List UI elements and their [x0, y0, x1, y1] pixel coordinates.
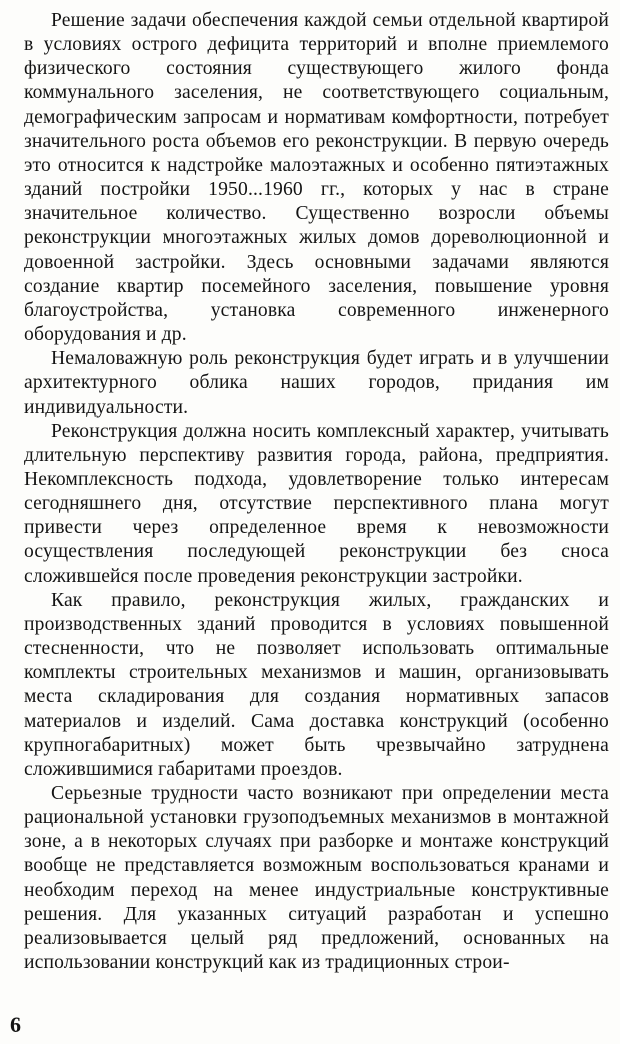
- page-number: 6: [10, 1012, 21, 1037]
- paragraph: Реконструкция должна носить комплексный характер, учитывать длительную перспективу развития города, района, предприятия. Некомплексность подхода, удовлетворение только интересам сегодняшнего дня, отсутствие перспективного плана могут привести через определенное время к невозможности осуществления последующей реконструкции без сноса сложившейся после проведения реконструкции застройки.: [24, 420, 609, 587]
- body-text: [24, 9, 609, 975]
- paragraph: Как правило, реконструкция жилых, гражданских и производственных зданий проводится в условиях повышенной стесненности, что не позволяет использовать оптимальные комплекты строительных механизмов и машин, организовывать места складирования для создания нормативных запасов материалов и изделий. Сама доставка конструкций (особенно крупногабаритных) может быть чрезвычайно затруднена сложившимися габаритами проездов.: [24, 589, 609, 780]
- paragraph: Серьезные трудности часто возникают при определении места рациональной установки грузоподъемных механизмов в монтажной зоне, а в некоторых случаях при разборке и монтаже конструкций вообще не представляется возможным воспользоваться кранами и необходим переход на менее индустриальные конструктивные решения. Для указанных ситуаций разработан и успешно реализовывается целый ряд предложений, основанных на использовании конструкций как из традиционных строи-: [24, 783, 609, 974]
- paragraph: Немаловажную роль реконструкция будет играть и в улучшении архитектурного облика наших городов, придания им индивидуальности.: [24, 348, 609, 418]
- paragraph: Решение задачи обеспечения каждой семьи отдельной квартирой в условиях острого дефицита территорий и вполне приемлемого физического состояния существующего жилого фонда коммунального заселения, не соответствующего социальным, демографическим запросам и нормативам комфортности, потребует значительного роста объемов его реконструкции. В первую очередь это относится к надстройке малоэтажных и особенно пятиэтажных зданий постройки 1950...1960 гг., которых у нас в стране значительное количество. Существенно возросли объемы реконструкции многоэтажных жилых домов дореволюционной и довоенной застройки. Здесь основными задачами являются создание квартир посемейного заселения, повышение уровня благоустройства, установка современного инженерного оборудования и др.: [24, 10, 609, 346]
